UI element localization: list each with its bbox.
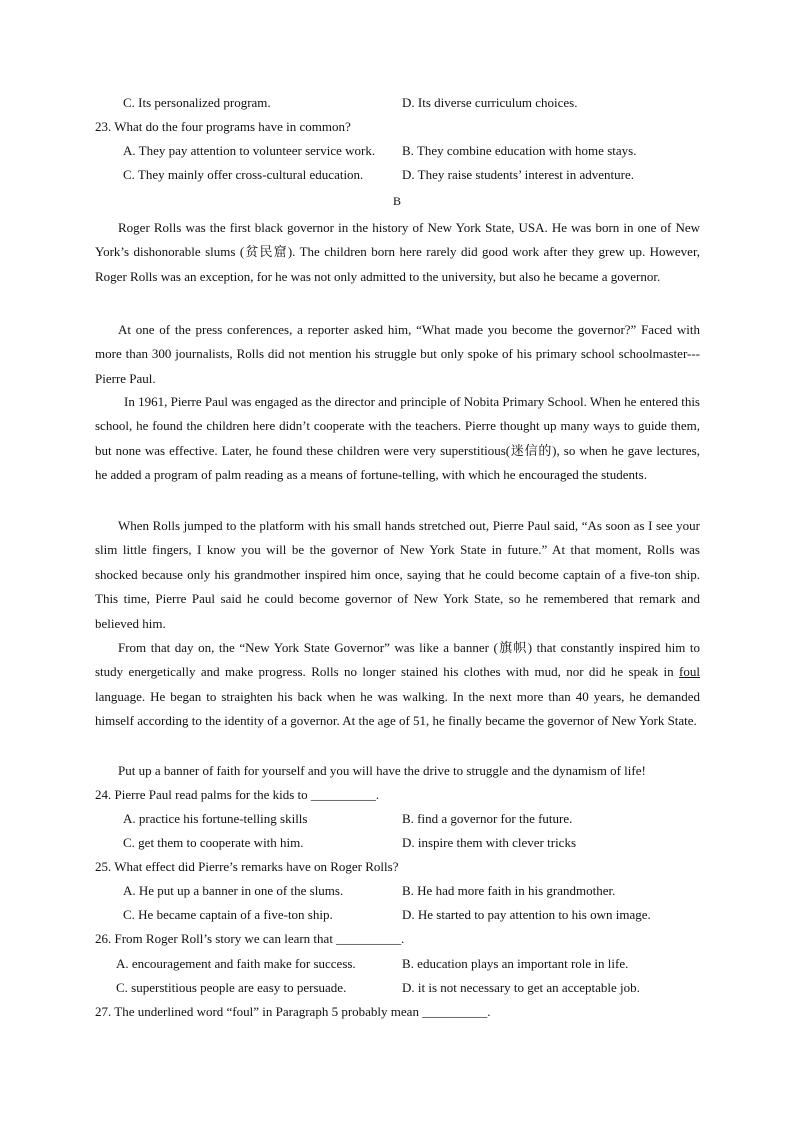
passage-paragraph-1: Roger Rolls was the first black governor in the history of New York State, USA. He was born in one of New York’s dishonorable slums (贫民窟). The children born here rarely did good work after they grew up. However, Roger Rolls was an exception, for he was not only admitted to the university, but also he became a governor. <box>95 220 700 284</box>
q24-stem: 24. Pierre Paul read palms for the kids to __________. <box>95 787 380 802</box>
passage-paragraph-2: At one of the press conferences, a reporter asked him, “What made you become the governor?” Faced with more than 300 journalists, Rolls did not mention his struggle but only spoke of his primary school schoolmaster---Pierre Paul. <box>95 322 700 386</box>
paragraph-5-text-start: From that day on, the “New York State Governor” was like a banner (旗帜) that constantly inspired him to study energetically and make progress. Rolls no longer stained his clothes with mud, nor did he speak in <box>95 640 700 680</box>
q25-option-d: D. He started to pay attention to his own image. <box>402 907 651 922</box>
passage-paragraph-4: When Rolls jumped to the platform with his small hands stretched out, Pierre Paul said, “As soon as I see your slim little fingers, I know you will be the governor of New York State in future.” At that moment, Rolls was shocked because only his grandmother inspired him once, saying that he could become captain of a five-ton ship. This time, Pierre Paul said he could become governor of New York State, so he remembered that remark and believed him. <box>95 518 700 631</box>
q23-option-d: D. They raise students’ interest in adventure. <box>402 167 635 182</box>
q23-option-a: A. They pay attention to volunteer service work. <box>123 143 376 158</box>
section-heading-b: B <box>392 194 401 208</box>
q23-stem: 23. What do the four programs have in common? <box>95 119 351 134</box>
q25-option-a: A. He put up a banner in one of the slums. <box>123 883 344 898</box>
q22-option-c: C. Its personalized program. <box>123 95 271 110</box>
q24-option-c: C. get them to cooperate with him. <box>123 835 304 850</box>
q26-option-d: D. it is not necessary to get an acceptable job. <box>402 980 640 995</box>
q23-option-b: B. They combine education with home stays. <box>402 143 637 158</box>
q26-stem: 26. From Roger Roll’s story we can learn that __________. <box>95 931 405 946</box>
q26-option-c: C. superstitious people are easy to persuade. <box>116 980 347 995</box>
q23-option-c: C. They mainly offer cross-cultural education. <box>123 167 364 182</box>
passage-paragraph-6: Put up a banner of faith for yourself and you will have the drive to struggle and the dynamism of life! <box>118 763 646 778</box>
q25-option-c: C. He became captain of a five-ton ship. <box>123 907 333 922</box>
q25-option-b: B. He had more faith in his grandmother. <box>402 883 616 898</box>
q22-option-d: D. Its diverse curriculum choices. <box>402 95 578 110</box>
q24-option-d: D. inspire them with clever tricks <box>402 835 577 850</box>
q24-option-a: A. practice his fortune-telling skills <box>123 811 308 826</box>
q26-option-a: A. encouragement and faith make for success. <box>116 956 356 971</box>
q24-option-b: B. find a governor for the future. <box>402 811 573 826</box>
q25-stem: 25. What effect did Pierre’s remarks have on Roger Rolls? <box>95 859 399 874</box>
passage-paragraph-3: In 1961, Pierre Paul was engaged as the director and principle of Nobita Primary School. When he entered this school, he found the children here didn’t cooperate with the teachers. Pierre thought up many ways to guide them, but none was effective. Later, he found these children were very superstitious(迷信的), so when he gave lectures, he added a program of palm reading as a means of fortune-telling, with which he encouraged the students. <box>95 394 700 483</box>
paragraph-5-text-end: language. He began to straighten his back when he was walking. In the next more than 40 years, he demanded himself according to the identity of a governor. At the age of 51, he finally became the governor of New York State. <box>95 688 700 729</box>
q27-stem: 27. The underlined word “foul” in Paragraph 5 probably mean __________. <box>95 1004 491 1019</box>
underlined-word-foul: foul <box>679 664 700 680</box>
passage-paragraph-5 <box>95 636 700 734</box>
q26-option-b: B. education plays an important role in life. <box>402 956 629 971</box>
